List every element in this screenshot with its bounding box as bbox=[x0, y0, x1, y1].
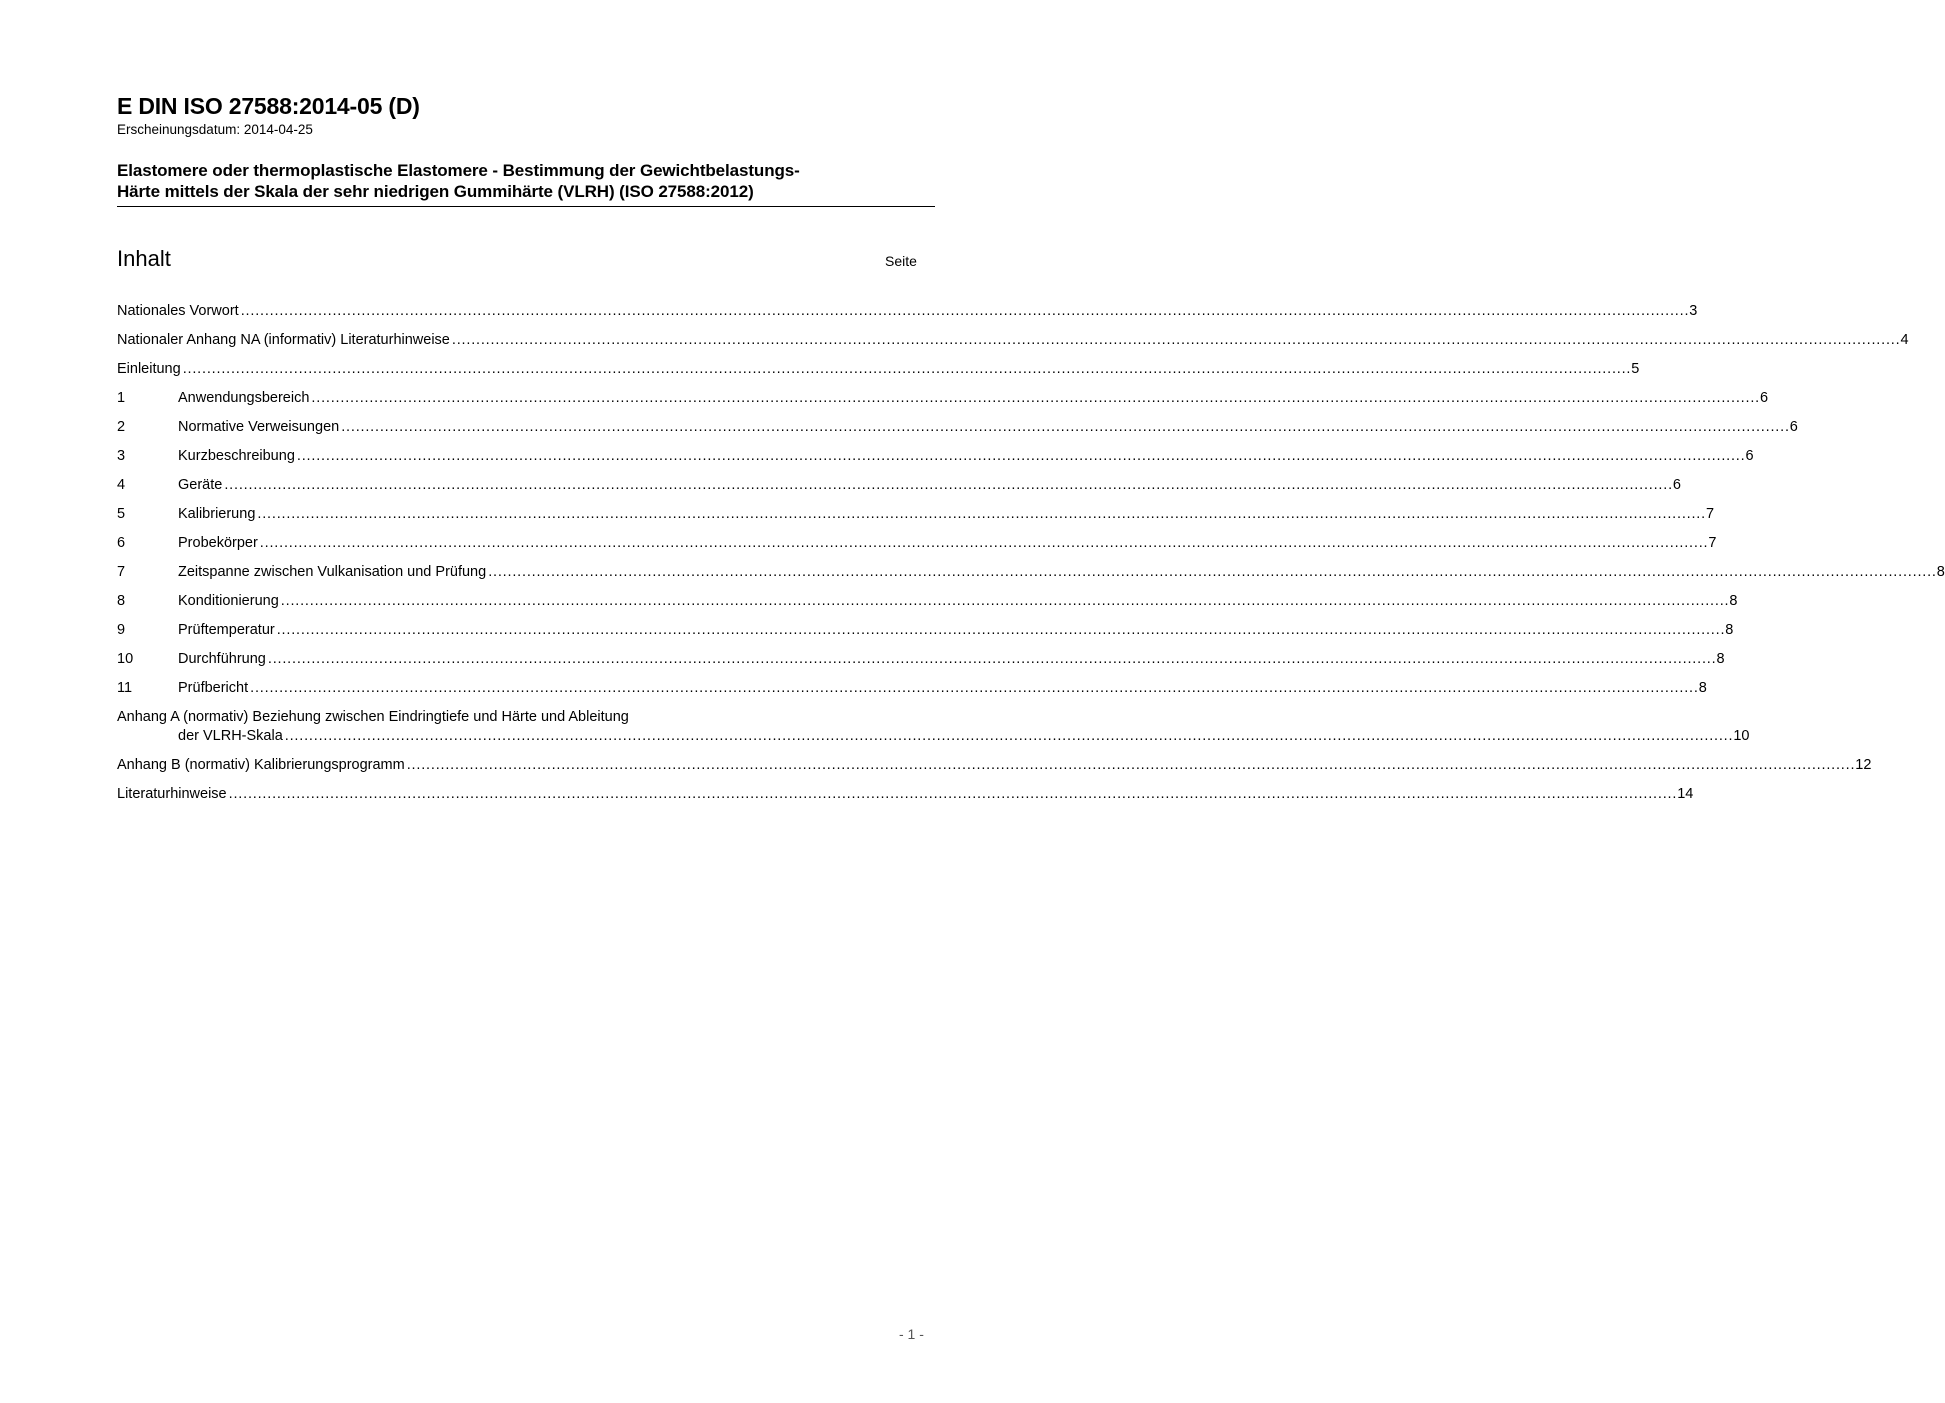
toc-leader-dots: ............................................................................................................................................................................................................................................................................................................ bbox=[451, 332, 1901, 348]
toc-entry-text: Einleitung bbox=[117, 361, 181, 377]
toc-entry-number: 4 bbox=[117, 477, 126, 493]
toc-entry-text: Kurzbeschreibung bbox=[178, 448, 295, 464]
toc-entry-page: 4 bbox=[1900, 332, 1909, 348]
subtitle-line-1: Elastomere oder thermoplastische Elastomere - Bestimmung der Gewichtbelastungs- bbox=[117, 161, 800, 180]
toc-entry-page: 3 bbox=[1689, 303, 1698, 319]
toc-entry-text-continued: der VLRH-Skala bbox=[178, 728, 283, 744]
toc-entry-number: 8 bbox=[117, 593, 126, 609]
toc-entry-einleitung[interactable] bbox=[117, 360, 1640, 379]
toc-entry-text: Probekörper bbox=[178, 535, 258, 551]
toc-entry-page: 7 bbox=[1708, 535, 1717, 551]
table-of-contents bbox=[117, 302, 1945, 814]
toc-entry-section-3[interactable] bbox=[117, 447, 1754, 466]
toc-entry-text: Geräte bbox=[178, 477, 223, 493]
toc-entry-number: 5 bbox=[117, 506, 126, 522]
toc-entry-text: Prüfbericht bbox=[178, 680, 249, 696]
toc-entry-text: Zeitspanne zwischen Vulkanisation und Prüfung bbox=[178, 564, 487, 580]
toc-entry-nationales-vorwort[interactable] bbox=[117, 302, 1698, 321]
toc-entry-number: 2 bbox=[117, 419, 126, 435]
toc-leader-dots: ............................................................................................................................................................................................................................................................................................................ bbox=[341, 419, 1790, 435]
toc-entry-section-10[interactable] bbox=[117, 650, 1725, 669]
document-title: E DIN ISO 27588:2014-05 (D) bbox=[117, 93, 420, 119]
toc-entry-section-9[interactable] bbox=[117, 621, 1734, 640]
toc-entry-text: Anhang A (normativ) Beziehung zwischen Eindringtiefe und Härte und Ableitung bbox=[117, 709, 629, 725]
toc-leader-dots: ............................................................................................................................................................................................................................................................................................................ bbox=[276, 622, 1726, 638]
toc-entry-page: 8 bbox=[1716, 651, 1725, 667]
toc-leader-dots: ............................................................................................................................................................................................................................................................................................................ bbox=[488, 564, 1937, 580]
toc-leader-dots: ............................................................................................................................................................................................................................................................................................................ bbox=[296, 448, 1746, 464]
toc-entry-number: 3 bbox=[117, 448, 126, 464]
toc-entry-text: Anwendungsbereich bbox=[178, 390, 310, 406]
toc-entry-anhang-b[interactable] bbox=[117, 756, 1872, 775]
toc-entry-page: 12 bbox=[1855, 757, 1872, 773]
toc-page-column-label: Seite bbox=[885, 253, 917, 269]
toc-entry-text: Nationales Vorwort bbox=[117, 303, 239, 319]
toc-leader-dots: ............................................................................................................................................................................................................................................................................................................ bbox=[259, 535, 1709, 551]
toc-entry-page: 14 bbox=[1677, 786, 1694, 802]
toc-entry-page: 6 bbox=[1789, 419, 1798, 435]
toc-leader-dots: ............................................................................................................................................................................................................................................................................................................ bbox=[267, 651, 1717, 667]
toc-leader-dots: ............................................................................................................................................................................................................................................................................................................ bbox=[182, 361, 1632, 377]
toc-leader-dots: ............................................................................................................................................................................................................................................................................................................ bbox=[240, 303, 1690, 319]
toc-entry-anhang-a[interactable] bbox=[117, 708, 1750, 746]
toc-entry-page: 6 bbox=[1745, 448, 1754, 464]
toc-entry-section-1[interactable] bbox=[117, 389, 1769, 408]
toc-leader-dots: ............................................................................................................................................................................................................................................................................................................ bbox=[224, 477, 1673, 493]
toc-entry-page: 10 bbox=[1733, 728, 1750, 744]
toc-leader-dots: ............................................................................................................................................................................................................................................................................................................ bbox=[280, 593, 1730, 609]
toc-entry-literaturhinweise[interactable] bbox=[117, 785, 1694, 804]
publication-date: Erscheinungsdatum: 2014-04-25 bbox=[117, 122, 313, 137]
toc-leader-dots: ............................................................................................................................................................................................................................................................................................................ bbox=[284, 728, 1734, 744]
subtitle-line-2: Härte mittels der Skala der sehr niedrigen Gummihärte (VLRH) (ISO 27588:2012) bbox=[117, 182, 754, 201]
toc-entry-section-5[interactable] bbox=[117, 505, 1715, 524]
toc-entry-section-11[interactable] bbox=[117, 679, 1707, 698]
toc-entry-section-8[interactable] bbox=[117, 592, 1738, 611]
toc-entry-number: 1 bbox=[117, 390, 126, 406]
toc-entry-page: 6 bbox=[1672, 477, 1681, 493]
toc-entry-number: 7 bbox=[117, 564, 126, 580]
toc-leader-dots: ............................................................................................................................................................................................................................................................................................................ bbox=[311, 390, 1760, 406]
toc-leader-dots: ............................................................................................................................................................................................................................................................................................................ bbox=[228, 786, 1678, 802]
subtitle-divider bbox=[117, 206, 935, 207]
toc-entry-text: Prüftemperatur bbox=[178, 622, 275, 638]
toc-entry-page: 7 bbox=[1705, 506, 1715, 522]
toc-entry-section-7[interactable] bbox=[117, 563, 1945, 582]
toc-leader-dots: ............................................................................................................................................................................................................................................................................................................ bbox=[250, 680, 1699, 696]
toc-entry-text: Literaturhinweise bbox=[117, 786, 227, 802]
toc-entry-page: 8 bbox=[1725, 622, 1734, 638]
toc-entry-page: 6 bbox=[1759, 390, 1769, 406]
toc-heading: Inhalt bbox=[117, 246, 171, 271]
toc-entry-section-6[interactable] bbox=[117, 534, 1717, 553]
toc-entry-number: 9 bbox=[117, 622, 126, 638]
toc-entry-number: 11 bbox=[117, 680, 133, 696]
toc-entry-number: 6 bbox=[117, 535, 126, 551]
toc-entry-text: Durchführung bbox=[178, 651, 266, 667]
toc-entry-text: Konditionierung bbox=[178, 593, 279, 609]
toc-entry-text: Normative Verweisungen bbox=[178, 419, 340, 435]
toc-entry-text: Kalibrierung bbox=[178, 506, 256, 522]
document-subtitle bbox=[117, 160, 935, 202]
toc-entry-text: Anhang B (normativ) Kalibrierungsprogramm bbox=[117, 757, 405, 773]
toc-leader-dots: ............................................................................................................................................................................................................................................................................................................ bbox=[406, 757, 1856, 773]
page-number: - 1 - bbox=[899, 1326, 924, 1342]
toc-entry-page: 8 bbox=[1698, 680, 1707, 696]
toc-entry-section-4[interactable] bbox=[117, 476, 1681, 495]
toc-entry-text: Nationaler Anhang NA (informativ) Literaturhinweise bbox=[117, 332, 450, 348]
toc-entry-page: 8 bbox=[1936, 564, 1945, 580]
toc-entry-nationaler-anhang-na[interactable] bbox=[117, 331, 1909, 350]
toc-entry-page: 8 bbox=[1729, 593, 1738, 609]
toc-entry-page: 5 bbox=[1631, 361, 1640, 377]
toc-entry-number: 10 bbox=[117, 651, 134, 667]
toc-leader-dots: ............................................................................................................................................................................................................................................................................................................ bbox=[257, 506, 1706, 522]
toc-entry-section-2[interactable] bbox=[117, 418, 1798, 437]
